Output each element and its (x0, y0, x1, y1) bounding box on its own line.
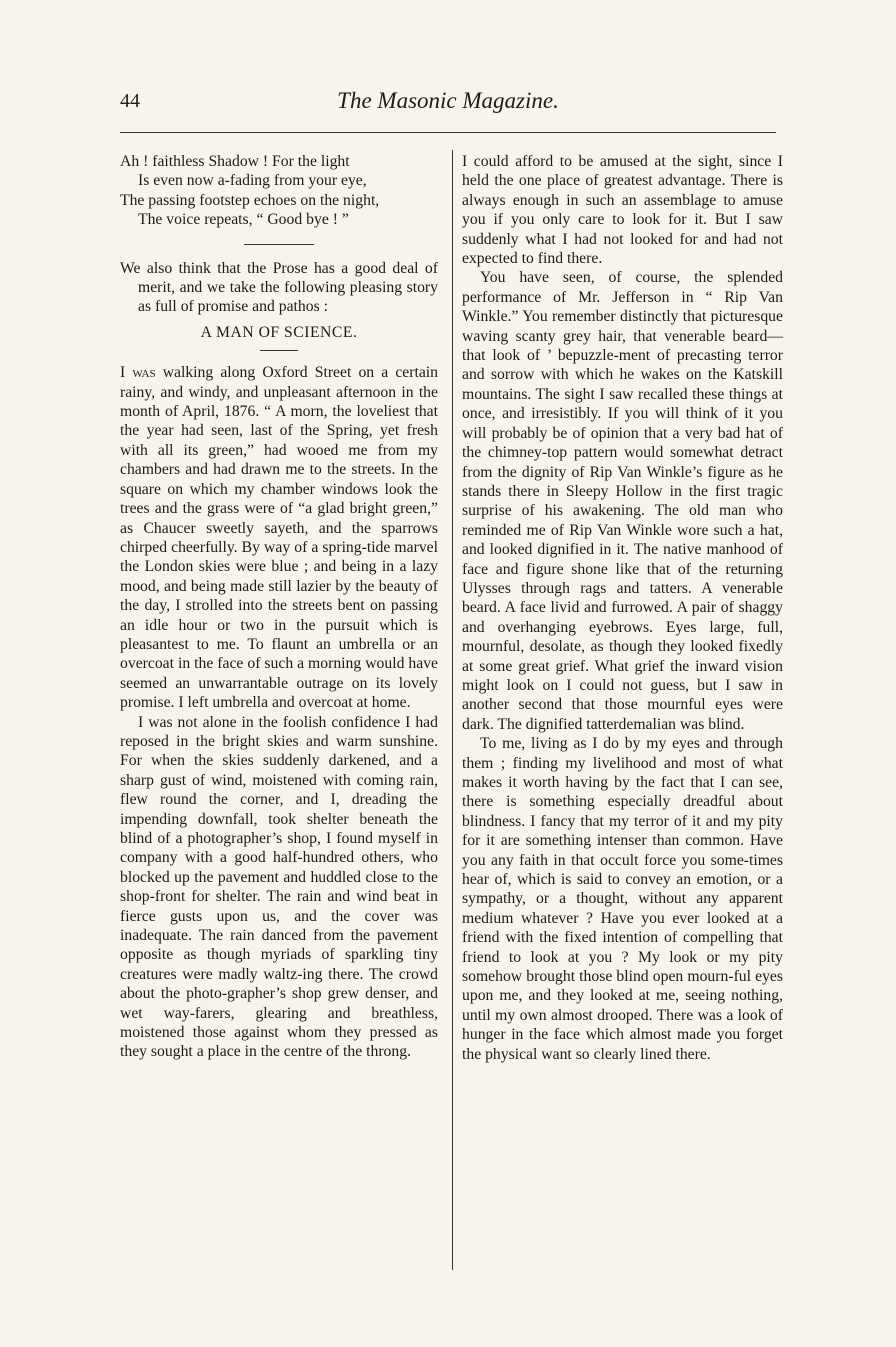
page-number: 44 (120, 90, 140, 112)
story-paragraph (120, 363, 438, 712)
verse-line: The passing footstep echoes on the night, (120, 191, 380, 209)
column-divider (452, 150, 453, 1270)
verse-line: Is even now a-fading from your eye, (138, 172, 367, 190)
verse-stanza (120, 152, 438, 230)
story-paragraph: To me, living as I do by my eyes and through them ; finding my livelihood and most of what makes it worth having by the fact that I can see, there is something especially dreadful about blindness. I fancy that my terror of it and my pity for it are something intenser than common. Have you any faith in that occult force you some-times hear of, which is said to convey an emotion, or a sympathy, or a thought, without any apparent medium whatever ? Have you ever looked at a friend with the fixed intention of compelling that friend to look at you ? My look or my pity somehow brought those blind open mourn-ful eyes upon me, and they looked at me, seeing nothing, until my own almost drooped. There was a look of hunger in the face which almost made you forget the physical want so clearly lined there. (462, 735, 783, 1063)
header-rule (120, 132, 776, 133)
story-paragraph: I was not alone in the foolish confidence I had reposed in the bright skies and warm sunshine. For when the skies suddenly darkened, and a sharp gust of wind, moistened with coming rain, flew round the corner, and I, dreading the impending downfall, took shelter beneath the blind of a photographer’s shop, I found myself in company with a good half-hundred others, who blocked up the pavement and huddled close to the shop-front for shelter. The rain and wind beat in fierce gusts upon us, and the cover was inadequate. The rain danced from the pavement opposite as though myriads of sparkling tiny creatures were madly waltz-ing there. The crowd about the photo-grapher’s shop grew denser, and wet way-farers, glearing and breathless, moistened those against whom they pressed as they sought a place in the centre of the throng. (120, 713, 438, 1061)
running-title: The Masonic Magazine. (337, 88, 559, 113)
verse-line: Ah ! faithless Shadow ! For the light (120, 153, 350, 170)
section-rule (244, 244, 314, 245)
verse-line: The voice repeats, “ Good bye ! ” (138, 211, 349, 229)
right-column (462, 152, 783, 1064)
drop-words: I was (120, 364, 156, 382)
left-column (120, 152, 438, 1062)
editorial-intro: We also think that the Prose has a good deal of merit, and we take the following pleasing story as full of promise and pathos : (120, 259, 438, 316)
story-paragraph: You have seen, of course, the splended performance of Mr. Jefferson in “ Rip Van Winkle.” You remember distinctly that picturesque waving scanty grey hair, that venerable beard—that look of ’ bepuzzle-ment of precasting terror and sorrow with which he wakes on the Katskill mountains. The sight I saw recalled these things at once, and irresistibly. If you will think of it you will probably be of opinion that a very bad hat of the chimney-top pattern would somewhat detract from the dignity of Rip Van Winkle’s figure as he stands there in Sleepy Hollow in the first tragic surprise of his awakening. The old man who reminded me of Rip Van Winkle wore such a hat, and looked dignified in it. The native manhood of face and figure shone like that of the returning Ulysses through rags and tatters. A venerable beard. A face livid and furrowed. A pair of shaggy and overhanging eyebrows. Eyes large, full, mournful, desolate, as though they looked fixedly at some great grief. What grief the inward vision might look on I could not guess, but I saw in another second that those mournful eyes were dark. The dignified tatterdemalian was blind. (462, 269, 783, 733)
title-rule (260, 350, 298, 351)
story-title: A MAN OF SCIENCE. (200, 323, 358, 341)
paragraph-text: walking along Oxford Street on a certain rainy, and windy, and unpleasant afternoon in the month of April, 1876. “ A morn, the loveliest that the year had seen, last of the Spring, yet fresh with all its green,” had wooed me from my chambers and had drawn me to the streets. In the square on which my chamber windows look the trees and the grass were of “a glad bright green,” as Chaucer sweetly sayeth, and the sparrows chirped cheerfully. By way of a spring-tide marvel the London skies were blue ; and being in a lazy mood, and being made still lazier by the beauty of the day, I strolled into the streets bent on passing an idle hour or two in the pursuit which is pleasantest to me. To flaunt an umbrella or an overcoat in the face of such a morning would have seemed an unwarrantable outrage on its lovely promise. I left umbrella and overcoat at home. (120, 364, 439, 712)
story-paragraph: I could afford to be amused at the sight, since I held the one place of greatest advantage. There is always enough in such an assemblage to amuse you if you only care to look for it. But I saw suddenly what I had not looked for and had not expected to find there. (462, 153, 783, 268)
page-header (120, 88, 776, 122)
